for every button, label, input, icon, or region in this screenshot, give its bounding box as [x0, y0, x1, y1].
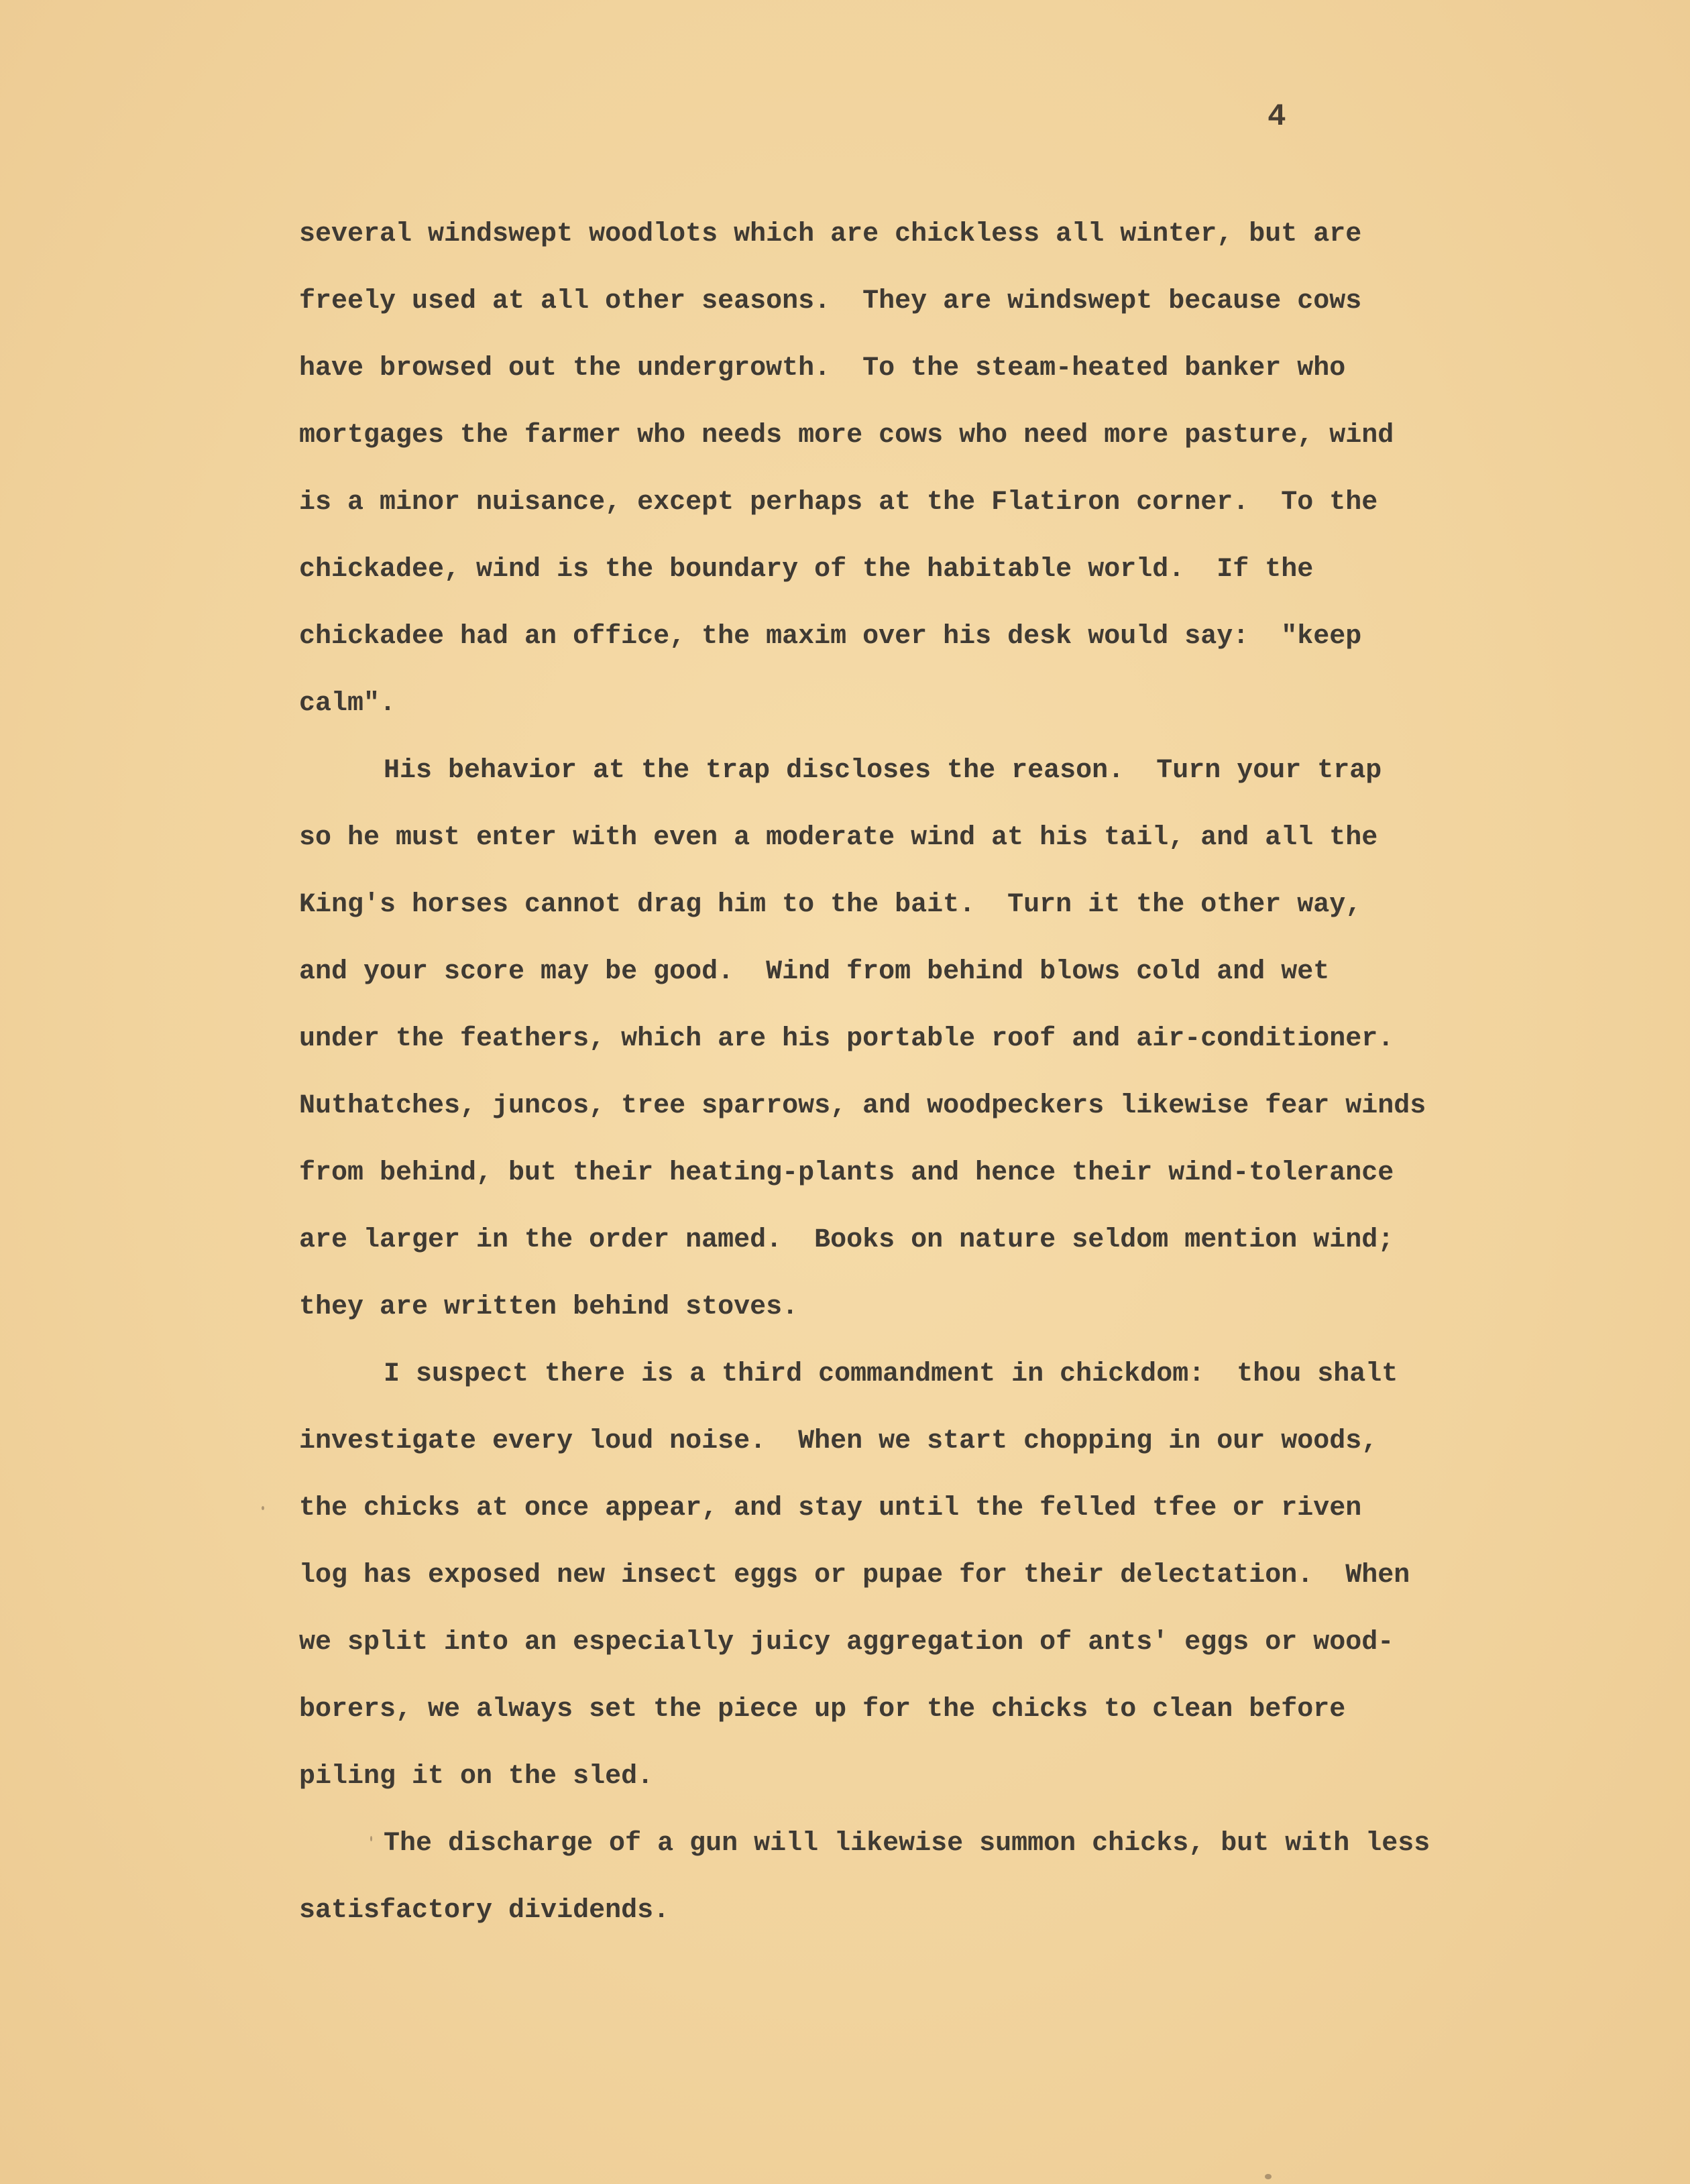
paragraph	[299, 1341, 1506, 1811]
text-line: they are written behind stoves.	[299, 1292, 799, 1322]
text-line: satisfactory dividends.	[299, 1896, 670, 1926]
page-number: 4	[1268, 99, 1286, 134]
text-line: several windswept woodlots which are chickless all winter, but are	[299, 219, 1362, 249]
text-line: mortgages the farmer who needs more cows who need more pasture, wind	[299, 420, 1394, 451]
text-line: and your score may be good. Wind from behind blows cold and wet	[299, 957, 1330, 987]
text-line: King's horses cannot drag him to the bait. Turn it the other way,	[299, 890, 1362, 920]
text-line: chickadee, wind is the boundary of the habitable world. If the	[299, 555, 1314, 585]
text-line: borers, we always set the piece up for the chicks to clean before	[299, 1694, 1346, 1725]
paper-speck	[262, 1506, 264, 1510]
body-text	[299, 201, 1506, 1945]
paragraph	[299, 1811, 1506, 1945]
text-line: investigate every loud noise. When we start chopping in our woods,	[299, 1426, 1378, 1456]
paper-speck	[370, 1836, 372, 1841]
text-line: the chicks at once appear, and stay until the felled tfee or riven	[299, 1493, 1362, 1524]
text-line: so he must enter with even a moderate wind at his tail, and all the	[299, 823, 1378, 853]
text-line: Nuthatches, juncos, tree sparrows, and woodpeckers likewise fear winds	[299, 1091, 1426, 1121]
text-line: is a minor nuisance, except perhaps at the Flatiron corner. To the	[299, 487, 1378, 518]
text-line: I suspect there is a third commandment in chickdom: thou shalt	[384, 1359, 1398, 1389]
text-line: freely used at all other seasons. They are windswept because cows	[299, 286, 1362, 317]
paragraph	[299, 738, 1506, 1341]
text-line: we split into an especially juicy aggregation of ants' eggs or wood-	[299, 1627, 1394, 1658]
paper-speck	[1265, 2174, 1272, 2179]
text-line: log has exposed new insect eggs or pupae for their delectation. When	[299, 1560, 1410, 1591]
text-line: are larger in the order named. Books on nature seldom mention wind;	[299, 1225, 1394, 1255]
text-line: from behind, but their heating-plants and hence their wind-tolerance	[299, 1158, 1394, 1188]
text-line: chickadee had an office, the maxim over his desk would say: "keep	[299, 622, 1362, 652]
text-line: have browsed out the undergrowth. To the steam-heated banker who	[299, 353, 1346, 384]
text-line: under the feathers, which are his portable roof and air-conditioner.	[299, 1024, 1394, 1054]
text-line: The discharge of a gun will likewise summon chicks, but with less	[384, 1829, 1430, 1859]
text-line: piling it on the sled.	[299, 1762, 654, 1792]
paragraph	[299, 201, 1506, 738]
text-line: calm".	[299, 689, 396, 719]
text-line: His behavior at the trap discloses the reason. Turn your trap	[384, 756, 1382, 786]
